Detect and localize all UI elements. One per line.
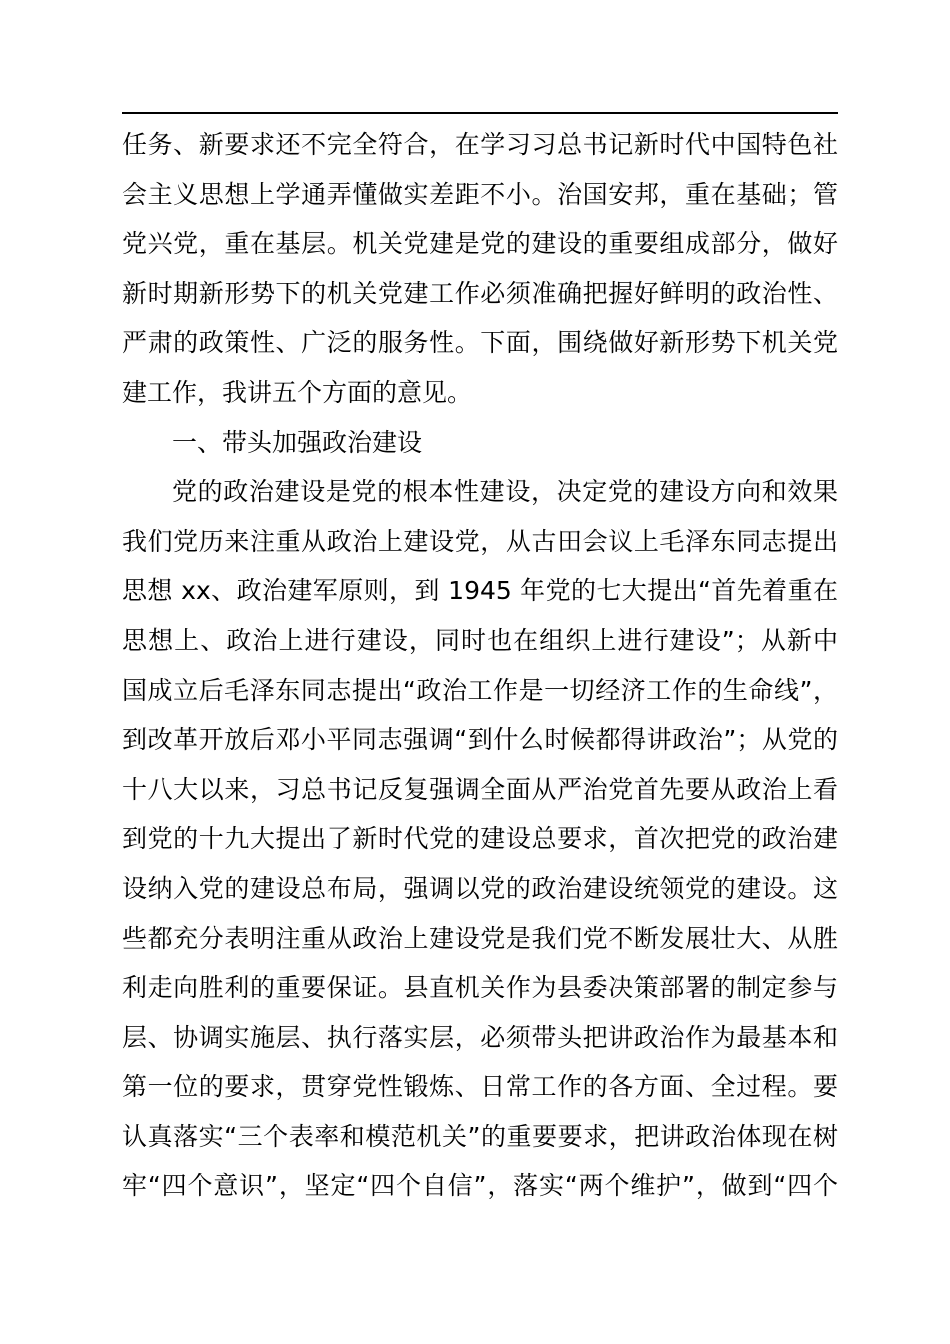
text-line: 思想上、政治上进行建设，同时也在组织上进行建设”；从新中 bbox=[122, 625, 838, 655]
text-line: 十八大以来，习总书记反复强调全面从严治党首先要从政治上看 bbox=[122, 774, 838, 804]
text-line: 到党的十九大提出了新时代党的建设总要求，首次把党的政治建 bbox=[122, 824, 838, 854]
text-line: 层、协调实施层、执行落实层，必须带头把讲政治作为最基本和 bbox=[122, 1022, 838, 1052]
text-line: 会主义思想上学通弄懂做实差距不小。治国安邦，重在基础；管 bbox=[122, 179, 838, 209]
text-line: 国成立后毛泽东同志提出“政治工作是一切经济工作的生命线”， bbox=[122, 675, 838, 705]
text-line: 严肃的政策性、广泛的服务性。下面，围绕做好新形势下机关党 bbox=[122, 328, 838, 358]
text-line: 任务、新要求还不完全符合，在学习习总书记新时代中国特色社 bbox=[122, 130, 838, 159]
text-line: 利走向胜利的重要保证。县直机关作为县委决策部署的制定参与 bbox=[122, 973, 838, 1003]
text-line: 认真落实“三个表率和模范机关”的重要要求，把讲政治体现在树 bbox=[122, 1121, 838, 1151]
text-line: 建工作，我讲五个方面的意见。 bbox=[122, 377, 473, 407]
text-line: 牢“四个意识”，坚定“四个自信”，落实“两个维护”，做到“四个 bbox=[122, 1171, 838, 1201]
header-rule bbox=[122, 112, 838, 114]
text-line: 第一位的要求，贯穿党性锻炼、日常工作的各方面、全过程。要 bbox=[122, 1072, 838, 1102]
section-heading: 一、带头加强政治建设 bbox=[172, 427, 423, 457]
text-line: 思想 xx、政治建军原则，到 1945 年党的七大提出“首先着重在 bbox=[122, 576, 838, 606]
text-line: 党的政治建设是党的根本性建设，决定党的建设方向和效果 bbox=[172, 477, 838, 507]
text-line: 到改革开放后邓小平同志强调“到什么时候都得讲政治”；从党的 bbox=[122, 725, 838, 755]
text-line: 新时期新形势下的机关党建工作必须准确把握好鲜明的政治性、 bbox=[122, 278, 838, 308]
text-line: 我们党历来注重从政治上建设党，从古田会议上毛泽东同志提出 bbox=[122, 526, 838, 556]
text-line: 设纳入党的建设总布局，强调以党的政治建设统领党的建设。这 bbox=[122, 873, 838, 903]
text-line: 些都充分表明注重从政治上建设党是我们党不断发展壮大、从胜 bbox=[122, 923, 838, 953]
document-body bbox=[122, 120, 838, 1211]
text-line: 党兴党，重在基层。机关党建是党的建设的重要组成部分，做好 bbox=[122, 229, 838, 259]
